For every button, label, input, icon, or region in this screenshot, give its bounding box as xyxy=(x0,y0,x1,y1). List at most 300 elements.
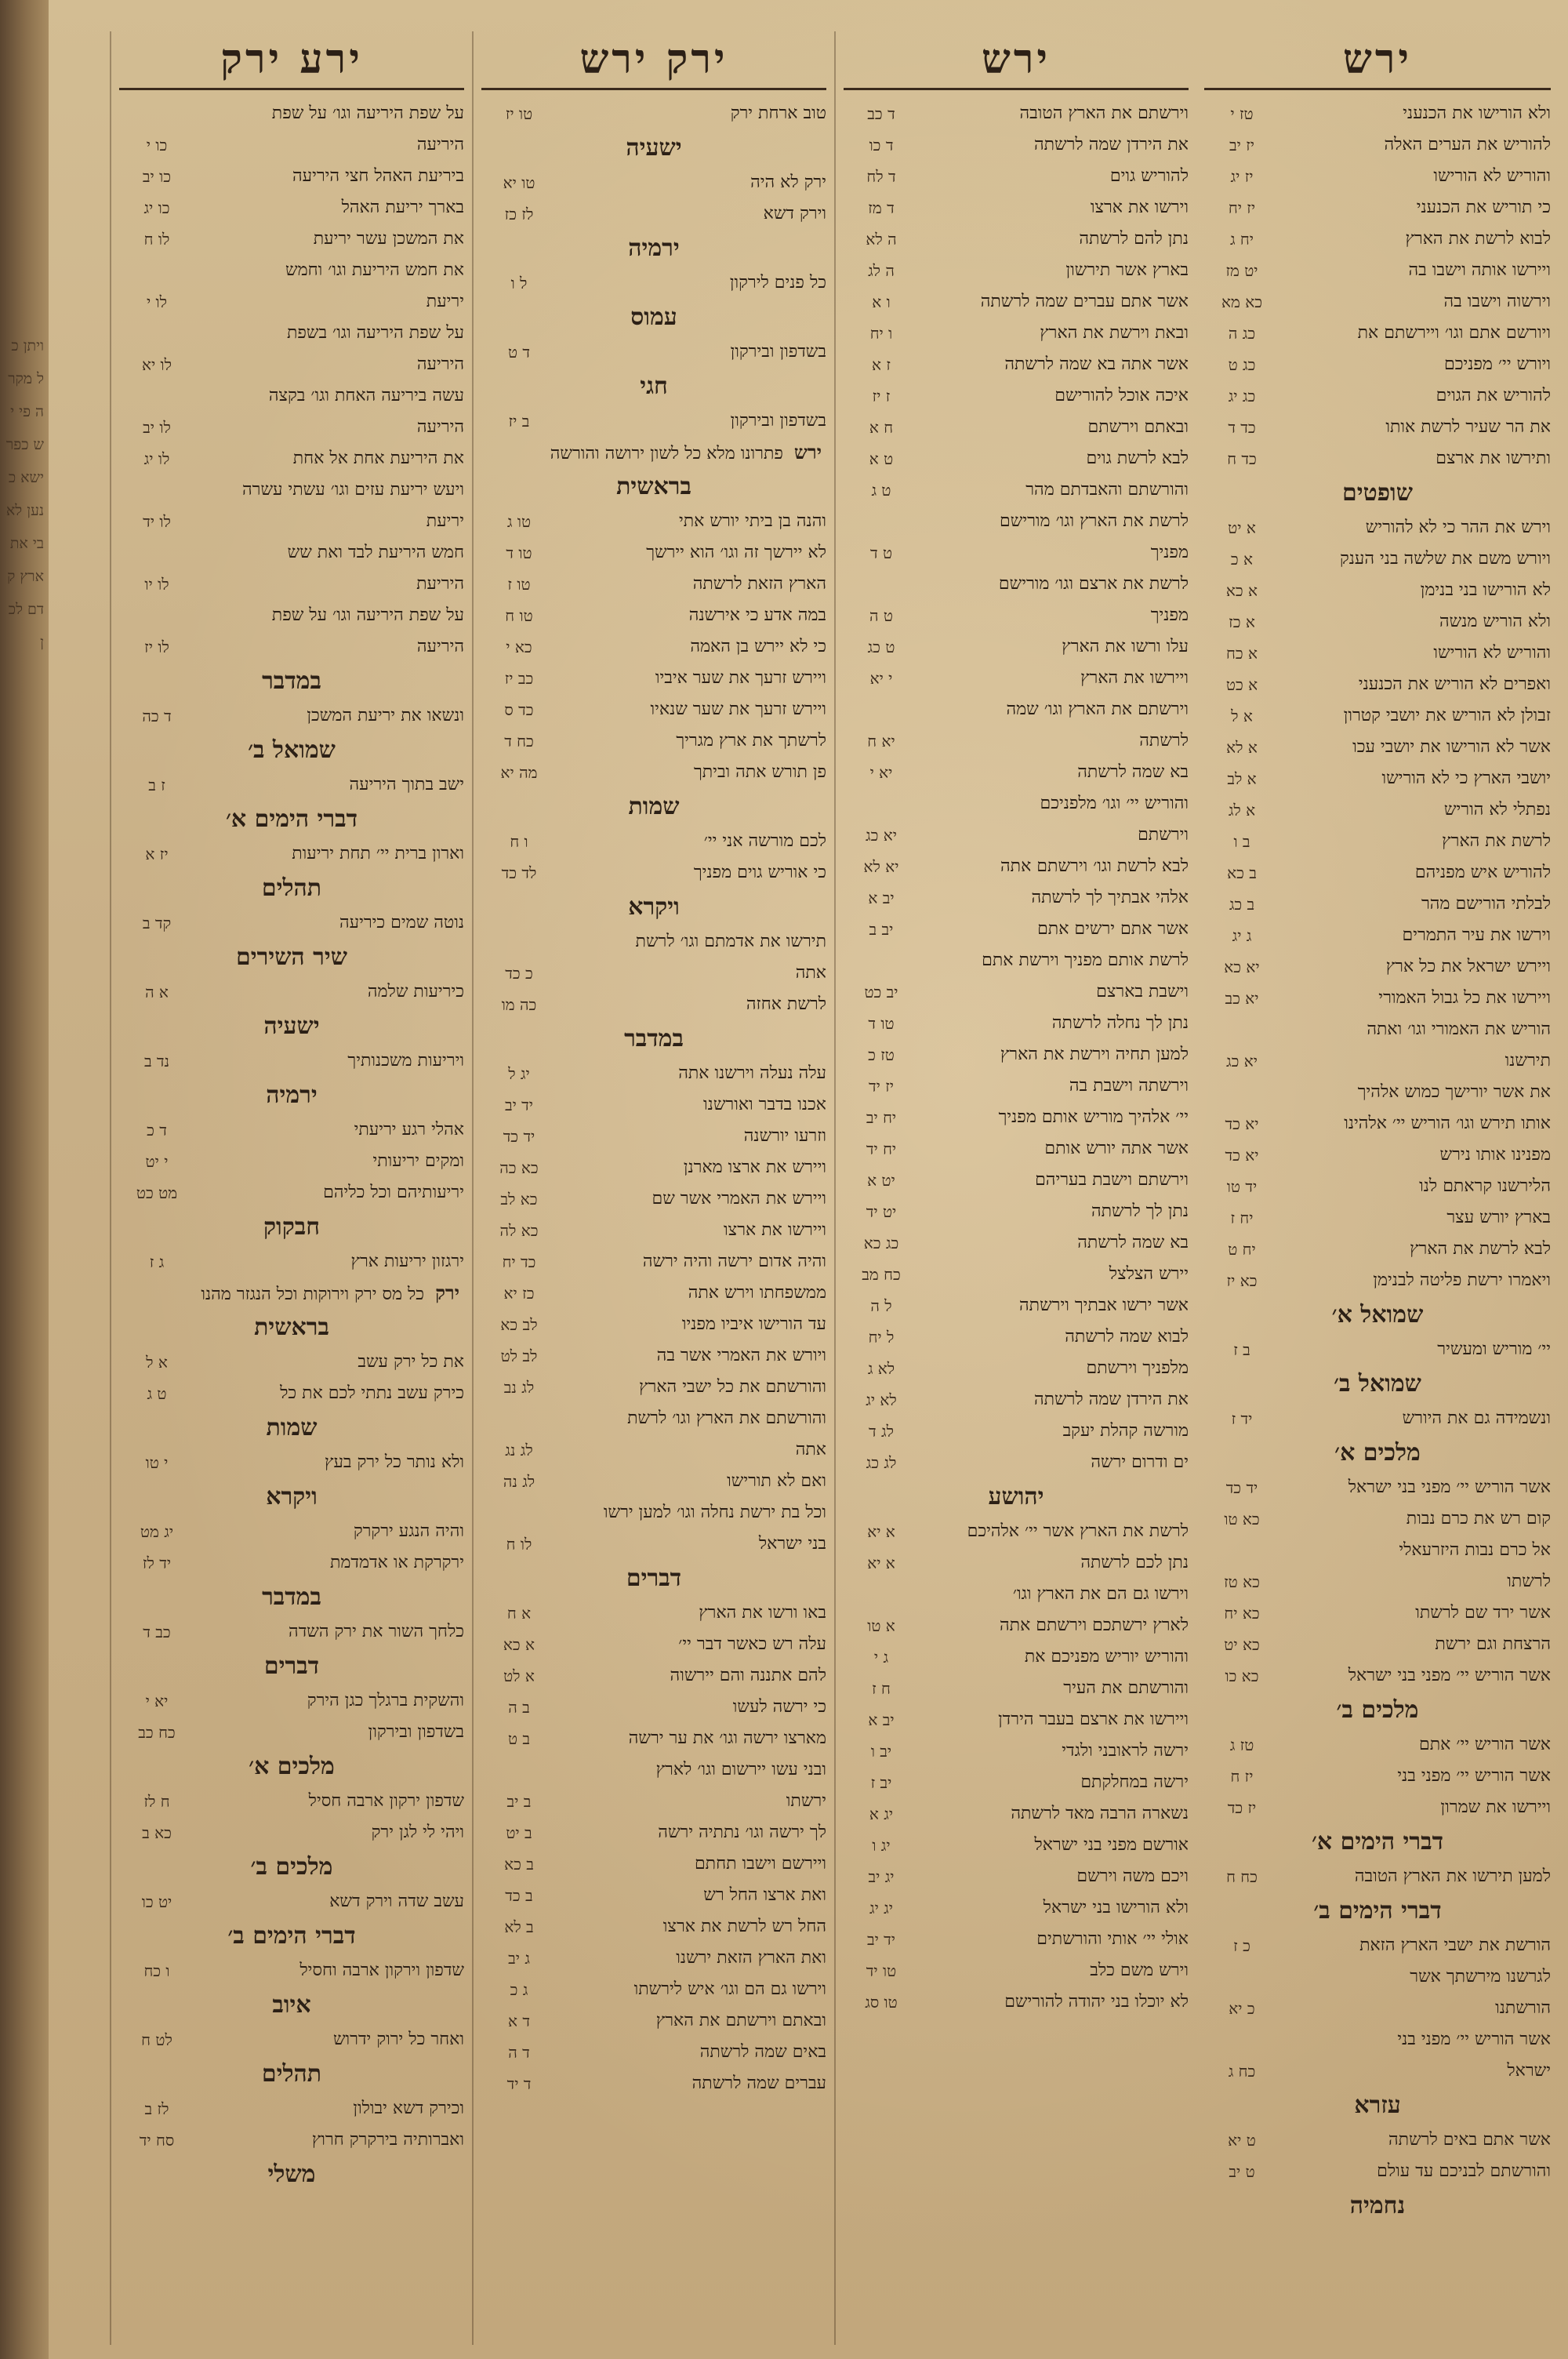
entry-text: בא שמה לרשתה xyxy=(1077,1233,1189,1252)
entry-reference xyxy=(119,318,194,349)
concordance-entry xyxy=(844,1704,1189,1736)
entry-text: כלחך השור את ירק השדה xyxy=(289,1622,464,1641)
entry-text: בא שמה לרשתה xyxy=(1077,762,1189,782)
entry-text: החל רש לרשת את ארצו xyxy=(662,1917,826,1936)
column-1 xyxy=(110,31,472,2345)
concordance-entry xyxy=(119,1616,464,1648)
concordance-entry xyxy=(481,1943,826,1974)
entry-reference: יד יב xyxy=(866,1930,896,1949)
entry-text: לרשת אחזה xyxy=(746,994,826,1014)
concordance-entry xyxy=(119,129,464,161)
book-heading: מלכים א׳ xyxy=(1334,1439,1421,1467)
entry-reference: לו יד xyxy=(143,512,171,531)
entry-text: אהלי רגע יריעתי xyxy=(354,1120,464,1140)
entry-reference: לב כא xyxy=(500,1315,538,1334)
concordance-entry xyxy=(844,1039,1189,1070)
concordance-entry xyxy=(844,1196,1189,1227)
entry-reference: לב לט xyxy=(500,1347,538,1365)
entry-text: נתן לך נחלה לרשתה xyxy=(1051,1013,1189,1033)
concordance-entry xyxy=(1204,224,1551,255)
entry-text: בני ישראל xyxy=(758,1534,826,1554)
entry-text: לבלתי הורישם מהר xyxy=(1421,894,1551,914)
concordance-entry xyxy=(481,694,826,725)
concordance-entry xyxy=(844,1447,1189,1478)
book-heading: שמות xyxy=(628,793,680,820)
concordance-entry xyxy=(1204,512,1551,543)
concordance-entry xyxy=(844,757,1189,788)
entry-text: היריעה xyxy=(416,354,464,374)
entry-reference: ד ט xyxy=(507,343,531,362)
entry-text: אשר הוריש יי׳ מפני בני ישראל xyxy=(1348,1478,1551,1497)
entry-text: בשדפון ובירקון xyxy=(368,1722,464,1742)
entry-text: ויירשו את ארצו xyxy=(724,1220,826,1240)
concordance-entry xyxy=(119,349,464,380)
entry-reference: כא כה xyxy=(499,1158,539,1177)
entry-reference: ל ה xyxy=(870,1296,892,1315)
entry-text: ובאת וירשת את הארץ xyxy=(1040,323,1189,343)
book-heading: מלכים ב׳ xyxy=(1336,1696,1419,1724)
entry-text: ויאמרו ירשת פליטה לבנימן xyxy=(1373,1270,1551,1290)
entry-reference: לט ח xyxy=(141,2030,172,2049)
entry-text: ויורש משם את שלשה בני הענק xyxy=(1340,549,1551,569)
concordance-entry xyxy=(119,1045,464,1077)
entry-text: זבולן לא הוריש את יושבי קטרון xyxy=(1343,706,1551,725)
concordance-entry xyxy=(844,255,1189,286)
entry-text: אשר לא הורישו את יושבי עכו xyxy=(1352,737,1551,757)
concordance-entry xyxy=(481,1911,826,1943)
entry-reference: א יא xyxy=(867,1554,895,1572)
entry-reference: ט יב xyxy=(1229,2162,1255,2181)
entry-reference: יח ט xyxy=(1228,1240,1256,1259)
entry-reference: ח א xyxy=(869,418,894,437)
entry-reference: כה מו xyxy=(501,995,537,1014)
concordance-entry xyxy=(844,192,1189,224)
entry-text: יי׳ אלהיך מוריש אותם מפניך xyxy=(998,1107,1189,1127)
concordance-entry xyxy=(844,1610,1189,1641)
entry-text: ויורשם אתם וגו׳ ויירשתם את xyxy=(1357,323,1551,343)
concordance-entry xyxy=(1204,2156,1551,2187)
entry-text: ומקים יריעותי xyxy=(372,1151,464,1171)
entry-reference: כב ד xyxy=(143,1623,171,1641)
entry-reference: יא כג xyxy=(866,826,897,845)
entry-reference: לו יב xyxy=(143,418,171,437)
entry-text: אורשם מפני בני ישראל xyxy=(1034,1835,1189,1855)
concordance-entry xyxy=(481,1754,826,1786)
entry-reference: יב ז xyxy=(870,1773,892,1792)
concordance-entry xyxy=(844,1070,1189,1102)
entry-reference: טז י xyxy=(1230,104,1254,123)
entry-text: ואברותיה בירקרק חרוץ xyxy=(311,2130,464,2150)
concordance-entry xyxy=(1204,1202,1551,1234)
entry-reference: לז כז xyxy=(504,205,534,224)
concordance-entry xyxy=(1204,255,1551,286)
entry-text: להוריש איש מפניהם xyxy=(1414,863,1551,882)
entry-text: נתן לך לרשתה xyxy=(1091,1201,1189,1221)
entry-text: וירשו את ארצו xyxy=(1090,198,1189,217)
entry-reference: יח ג xyxy=(1229,230,1254,249)
entry-text: בשדפון ובירקון xyxy=(730,411,826,431)
concordance-entry xyxy=(1204,1265,1551,1296)
concordance-entry xyxy=(481,1660,826,1692)
concordance-entry xyxy=(844,569,1189,600)
entry-text: ויירש זרעך את שער שנאיו xyxy=(650,700,826,719)
entry-reference: ח ז xyxy=(872,1679,891,1698)
concordance-entry xyxy=(1204,700,1551,732)
entry-reference: כא לב xyxy=(500,1190,538,1209)
entry-reference xyxy=(844,506,919,537)
entry-reference: יג יב xyxy=(868,1867,895,1886)
concordance-entry xyxy=(119,1447,464,1478)
entry-reference: טו סג xyxy=(865,1993,898,2012)
entry-reference xyxy=(1204,1014,1279,1045)
entry-reference: יא י xyxy=(145,1692,169,1710)
concordance-entry xyxy=(481,167,826,198)
entry-text: היריעה xyxy=(416,637,464,656)
concordance-entry xyxy=(481,198,826,230)
entry-reference xyxy=(844,945,919,976)
entry-text: וירש את ההר כי לא להוריש xyxy=(1365,518,1551,537)
concordance-entry xyxy=(1204,1472,1551,1503)
concordance-entry xyxy=(481,1340,826,1372)
entry-text: ותירשו את ארצם xyxy=(1436,449,1551,468)
book-heading: במדבר xyxy=(624,1025,684,1052)
entry-reference: ז ב xyxy=(148,776,165,794)
entry-text: ירקרקת או אדמדמת xyxy=(329,1553,464,1572)
concordance-entry xyxy=(1204,380,1551,412)
entry-reference: כג ה xyxy=(1228,324,1256,343)
concordance-entry xyxy=(844,380,1189,412)
entry-reference: א כט xyxy=(1225,675,1258,694)
entry-text: לרשת את הארץ אשר יי׳ אלהיכם xyxy=(967,1521,1189,1541)
concordance-entry xyxy=(1204,1403,1551,1434)
entry-text: אכנו בדבר ואורשנו xyxy=(703,1095,826,1114)
book-heading: דברים xyxy=(263,1652,320,1680)
concordance-entry xyxy=(844,1353,1189,1384)
entry-text: שדפון ירקון ארבה חסיל xyxy=(308,1791,464,1811)
entry-reference: ה לא xyxy=(866,230,897,249)
entry-reference: כד יח xyxy=(502,1252,536,1271)
entry-reference: ח לז xyxy=(143,1792,170,1811)
concordance-entry xyxy=(481,1880,826,1911)
entry-text: שדפון וירקון ארבה וחסיל xyxy=(299,1961,464,1980)
entry-text: מפניך xyxy=(1150,605,1189,625)
concordance-entry xyxy=(119,1817,464,1848)
concordance-entry xyxy=(1204,2125,1551,2156)
concordance-entry xyxy=(1204,1761,1551,1792)
entry-reference: יח יד xyxy=(866,1140,897,1158)
entry-text: אשר אתה יורש אותם xyxy=(1044,1139,1189,1158)
entry-reference: כ ז xyxy=(1233,1936,1250,1955)
concordance-entry xyxy=(844,1986,1189,2018)
concordance-entry xyxy=(481,506,826,537)
concordance-entry xyxy=(481,1278,826,1309)
entry-text: אל כרם נבות היזרעאלי xyxy=(1399,1540,1551,1560)
entry-text: את הר שעיר לרשת אותו xyxy=(1385,417,1551,437)
entry-text: ובאתם וירשתם xyxy=(1087,417,1189,437)
concordance-entry xyxy=(119,506,464,537)
concordance-entry xyxy=(1204,1660,1551,1692)
entry-reference xyxy=(1204,2024,1279,2055)
concordance-entry xyxy=(1204,1503,1551,1535)
entry-text: וירשתם וישבת בעריהם xyxy=(1035,1170,1189,1190)
concordance-entry xyxy=(844,1892,1189,1924)
concordance-entry xyxy=(119,1378,464,1409)
entry-text: יירש הצלצל xyxy=(1109,1264,1189,1284)
entry-text: נתן להם לרשתה xyxy=(1079,229,1189,249)
entry-reference: ו כח xyxy=(143,1961,170,1980)
entry-reference: ב ט xyxy=(507,1729,531,1748)
concordance-entry xyxy=(844,1516,1189,1547)
concordance-entry xyxy=(844,976,1189,1008)
entry-text: על שפת היריעה וגו׳ על שפת xyxy=(271,104,464,123)
entry-reference: יג יג xyxy=(869,1899,894,1917)
entry-reference: ד יד xyxy=(506,2074,532,2093)
concordance-entry xyxy=(481,1817,826,1848)
entry-reference: קד ב xyxy=(142,914,172,932)
concordance-entry xyxy=(844,1798,1189,1830)
entry-reference: יט מז xyxy=(1225,261,1258,280)
entry-text: עברים שמה לרשתה xyxy=(691,2074,826,2093)
concordance-entry xyxy=(481,1848,826,1880)
entry-text: הורשתנו xyxy=(1495,1998,1551,2018)
entry-reference: א כז xyxy=(1229,612,1255,631)
entry-text: את המשכן עשר יריעת xyxy=(313,229,464,249)
entry-reference xyxy=(119,98,194,129)
entry-reference: כז יא xyxy=(503,1284,535,1303)
entry-reference: יא כא xyxy=(1224,958,1260,976)
concordance-entry xyxy=(1204,1930,1551,1961)
concordance-entry xyxy=(119,255,464,286)
concordance-entry xyxy=(119,1246,464,1278)
entry-text: פן תורש אתה וביתך xyxy=(693,762,826,782)
entry-text: והורשתם לבניכם עד עולם xyxy=(1377,2161,1551,2181)
entry-reference: לד כד xyxy=(501,863,537,882)
book-heading: ויקרא xyxy=(628,893,680,921)
concordance-entry xyxy=(844,98,1189,129)
concordance-entry xyxy=(1204,1234,1551,1265)
entry-text: הוריש את האמורי וגו׳ ואתה xyxy=(1367,1020,1551,1039)
entry-text: והשקית ברגלך כגן הירק xyxy=(307,1691,464,1710)
entry-reference: לו יא xyxy=(141,355,172,374)
column-header: ירש xyxy=(1204,31,1551,90)
entry-text: אשר הוריש יי׳ אתם xyxy=(1419,1735,1551,1754)
entry-text: אשר הוריש יי׳ מפני בני ישראל xyxy=(1348,1666,1551,1685)
entry-reference: ד כו xyxy=(869,136,894,154)
entry-text: להם אתננה והם יירשוה xyxy=(670,1666,826,1685)
concordance-entry xyxy=(119,1114,464,1146)
concordance-entry xyxy=(844,1102,1189,1133)
concordance-entry xyxy=(119,1717,464,1748)
entry-reference: יג ל xyxy=(508,1064,530,1083)
entry-reference: יג ו xyxy=(872,1836,891,1855)
concordance-entry xyxy=(844,474,1189,506)
entry-reference: יט יד xyxy=(866,1202,897,1221)
entry-text: וירשו את עיר התמרים xyxy=(1402,925,1551,945)
entry-reference: טו ז xyxy=(507,575,531,594)
concordance-entry xyxy=(1204,889,1551,920)
entry-reference: יא ח xyxy=(867,732,895,751)
entry-reference: ב יב xyxy=(506,1792,532,1811)
entry-text: מורשה קהלת יעקב xyxy=(1062,1421,1189,1441)
concordance-entry xyxy=(481,989,826,1020)
concordance-entry xyxy=(844,129,1189,161)
entry-reference: ו א xyxy=(872,293,891,311)
entry-reference: כ יא xyxy=(1229,1999,1255,2018)
concordance-entry xyxy=(844,412,1189,443)
concordance-entry xyxy=(481,958,826,989)
entry-reference: יז א xyxy=(145,845,169,863)
entry-reference: א ל xyxy=(146,1353,168,1372)
entry-text: נוטה שמים כיריעה xyxy=(339,913,464,932)
entry-reference: א לט xyxy=(503,1667,535,1685)
entry-text: אשר אתה בא שמה לרשתה xyxy=(1004,354,1189,374)
concordance-entry xyxy=(481,1497,826,1528)
concordance-entry xyxy=(844,1861,1189,1892)
concordance-entry xyxy=(481,1121,826,1152)
entry-text: והורשתם את העיר xyxy=(1063,1678,1189,1698)
entry-text: ויכם משה וירשם xyxy=(1076,1866,1189,1886)
entry-reference xyxy=(119,255,194,286)
entry-reference: יז יד xyxy=(868,1077,895,1096)
entry-reference: טז ג xyxy=(1229,1736,1254,1754)
entry-reference: יא כב xyxy=(1225,989,1259,1008)
entry-reference: כח ג xyxy=(1228,2062,1256,2081)
entry-text: עד הורישו איביו מפניו xyxy=(681,1314,826,1334)
entry-text: ויירשו את הארץ xyxy=(1080,668,1189,688)
entry-reference: יד לז xyxy=(142,1554,172,1572)
entry-text: וירשתם xyxy=(1138,825,1189,845)
entry-text: עלו ורשו את הארץ xyxy=(1062,637,1189,656)
entry-text: חמש היריעת לבד ואת שש xyxy=(287,543,464,562)
entry-text: מפניך xyxy=(1150,543,1189,562)
entry-reference xyxy=(1204,1077,1279,1108)
entry-reference: כב יז xyxy=(504,669,534,688)
entry-reference xyxy=(481,1403,557,1434)
entry-text: וירש משם כלב xyxy=(1090,1961,1189,1980)
entry-text: להוריש את הגוים xyxy=(1436,386,1551,405)
concordance-entry xyxy=(119,600,464,631)
entry-reference: לג נג xyxy=(505,1441,533,1459)
concordance-entry xyxy=(1204,1729,1551,1761)
concordance-entry xyxy=(844,820,1189,851)
entry-text: ויירש ישראל את כל ארץ xyxy=(1385,957,1551,976)
entry-reference: ג ז xyxy=(149,1252,165,1271)
entry-text: ונשמידה גם את היורש xyxy=(1402,1408,1551,1428)
entry-text: בשדפון ובירקון xyxy=(730,342,826,362)
entry-reference: ד כה xyxy=(142,707,172,725)
entry-text: בארץ אשר תירשון xyxy=(1065,260,1189,280)
concordance-entry xyxy=(844,1227,1189,1259)
concordance-entry xyxy=(119,474,464,506)
concordance-entry xyxy=(119,1177,464,1209)
concordance-entry xyxy=(844,725,1189,757)
concordance-entry xyxy=(119,769,464,801)
concordance-entry xyxy=(1204,98,1551,129)
concordance-entry xyxy=(844,349,1189,380)
book-heading: איוב xyxy=(272,1991,311,2019)
entry-text: יריעת xyxy=(426,292,464,311)
concordance-entry xyxy=(119,443,464,474)
book-heading: תהלים xyxy=(261,874,322,902)
entry-text: לרשתה xyxy=(1139,731,1189,751)
concordance-entry xyxy=(119,2024,464,2055)
entry-text: ויעש יריעת עזים וגו׳ עשתי עשרה xyxy=(242,480,464,500)
entry-text: ויירש זרעך את שער איביו xyxy=(655,668,826,688)
concordance-entry xyxy=(844,945,1189,976)
concordance-entry xyxy=(1204,412,1551,443)
entry-reference: ג יב xyxy=(508,1949,530,1968)
entry-text: את אשר יורישך כמוש אלהיך xyxy=(1357,1082,1551,1102)
entry-text: נפתלי לא הוריש xyxy=(1443,800,1551,820)
concordance-entry xyxy=(1204,669,1551,700)
entry-reference: כא טז xyxy=(1224,1572,1260,1591)
concordance-entry xyxy=(844,1673,1189,1704)
concordance-entry xyxy=(844,286,1189,318)
book-heading: שופטים xyxy=(1342,479,1413,507)
concordance-entry xyxy=(481,1434,826,1466)
entry-reference: לג כג xyxy=(866,1453,897,1472)
concordance-entry xyxy=(844,537,1189,569)
book-heading: עזרא xyxy=(1354,2092,1401,2119)
book-heading: ויקרא xyxy=(266,1483,318,1510)
entry-reference: א כ xyxy=(1230,550,1254,569)
concordance-entry xyxy=(844,1384,1189,1416)
concordance-entry xyxy=(481,1246,826,1278)
entry-reference: יב כט xyxy=(864,983,898,1001)
book-heading: דברי הימים א׳ xyxy=(225,805,358,833)
entry-reference: ד כב xyxy=(867,104,895,123)
entry-text: להוריש גוים xyxy=(1109,166,1189,186)
concordance-entry xyxy=(1204,606,1551,638)
entry-reference xyxy=(481,926,557,958)
entry-text: כי אוריש גוים מפניך xyxy=(693,863,826,882)
entry-reference: ב ה xyxy=(508,1698,530,1717)
entry-text: והוריש לא הורישו xyxy=(1433,643,1551,663)
entry-reference: ד מז xyxy=(868,198,895,217)
root-heading xyxy=(119,1278,464,1309)
concordance-entry xyxy=(119,631,464,663)
concordance-entry xyxy=(844,1416,1189,1447)
entry-reference: ב ו xyxy=(1233,832,1250,851)
entry-reference: ט כג xyxy=(867,638,895,656)
entry-reference: יא לא xyxy=(863,857,899,876)
entry-text: ירק לא היה xyxy=(750,173,826,192)
entry-reference: לז ב xyxy=(144,2099,169,2118)
concordance-entry xyxy=(119,1347,464,1378)
entry-reference: יז ח xyxy=(1230,1767,1254,1786)
concordance-entry xyxy=(481,98,826,129)
concordance-entry xyxy=(1204,1045,1551,1077)
concordance-entry xyxy=(844,1924,1189,1955)
entry-reference: יז יב xyxy=(1229,136,1255,154)
entry-text: לרשת את הארץ xyxy=(1442,831,1551,851)
entry-text: ים ודרום ירשה xyxy=(1091,1452,1189,1472)
concordance-entry xyxy=(1204,1566,1551,1598)
concordance-entry xyxy=(1204,318,1551,349)
entry-text: ויירש את האמרי אשר שם xyxy=(652,1189,826,1209)
entry-reference: יא כג xyxy=(1226,1052,1258,1070)
entry-reference: כו י xyxy=(146,136,168,154)
entry-reference: ב כג xyxy=(1229,895,1255,914)
entry-text: ויורש יי׳ מפניכם xyxy=(1444,354,1551,374)
entry-reference: ו יח xyxy=(869,324,893,343)
entry-text: ביריעת האהל חצי היריעה xyxy=(292,166,464,186)
entry-text: והיה אדום ירשה והיה ירשה xyxy=(642,1252,826,1271)
concordance-entry xyxy=(1204,638,1551,669)
entry-text: וירשוה וישבו בה xyxy=(1443,292,1551,311)
entry-text: הרצחת וגם ירשת xyxy=(1435,1634,1551,1654)
entry-text: לבא לרשת וגו׳ וירשתם אתה xyxy=(1000,856,1189,876)
